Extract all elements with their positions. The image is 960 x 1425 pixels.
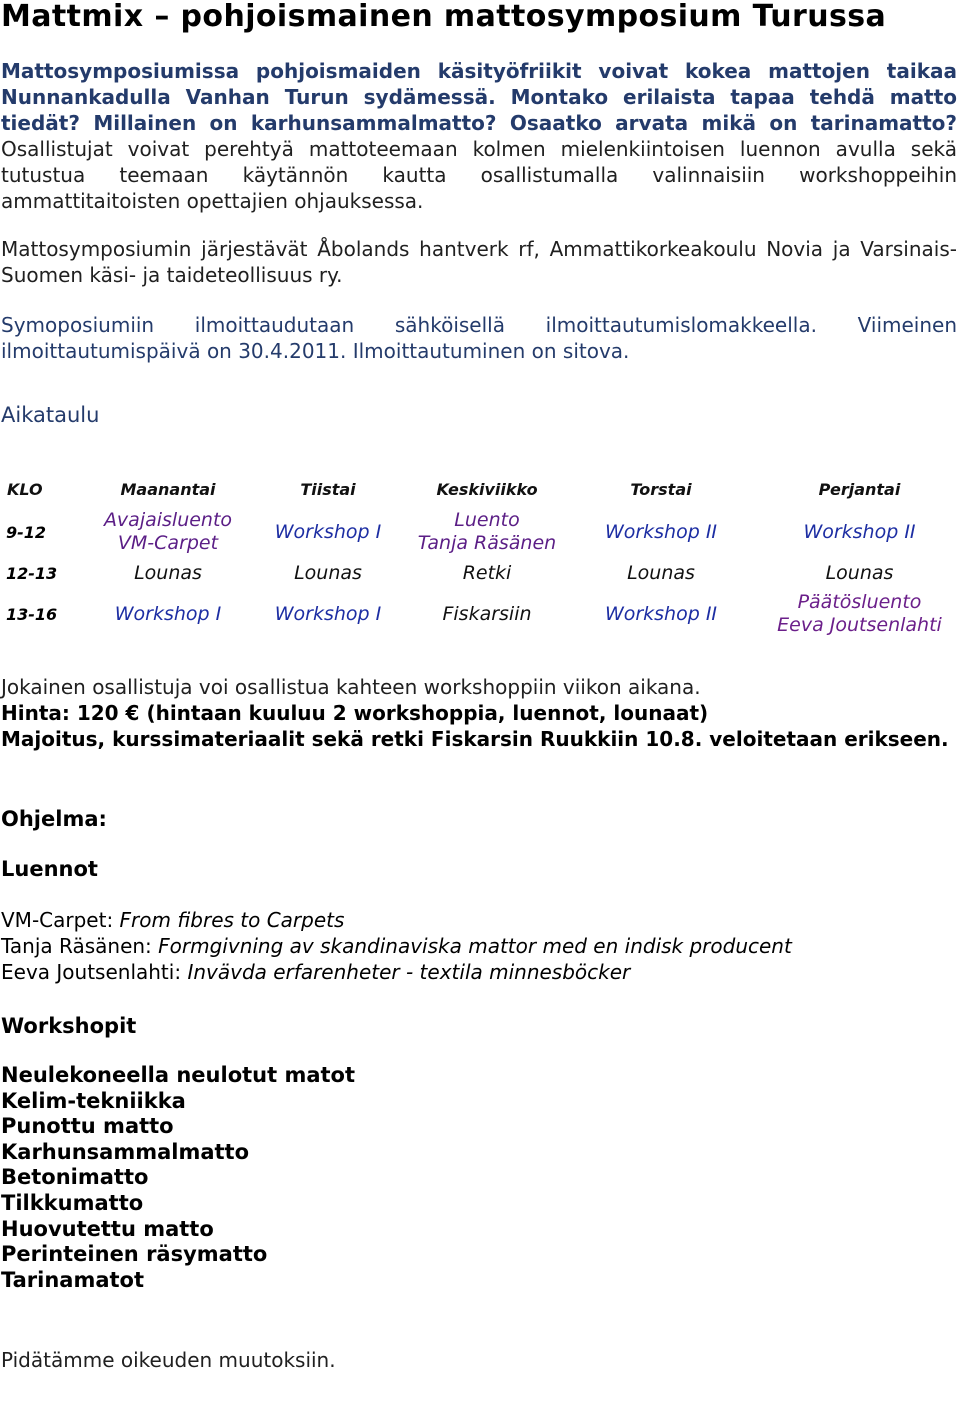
workshop-item: Kelim-tekniikka bbox=[1, 1088, 186, 1113]
schedule-cell bbox=[413, 558, 561, 588]
price-line: Hinta: 120 € (hintaan kuuluu 2 workshoppia, luennot, lounaat) bbox=[1, 701, 709, 725]
header-tuesday: Tiistai bbox=[300, 479, 356, 499]
schedule-cell bbox=[93, 506, 243, 558]
header-thursday: Torstai bbox=[630, 479, 692, 499]
schedule-cell bbox=[243, 558, 413, 588]
workshop-item: Punottu matto bbox=[1, 1114, 174, 1139]
schedule-row bbox=[1, 558, 958, 588]
schedule-header-row bbox=[1, 472, 958, 506]
schedule-cell-line1: Päätösluento bbox=[797, 591, 922, 613]
info-workshops-line: Jokainen osallistuja voi osallistua kahteen workshoppiin viikon aikana. bbox=[1, 675, 701, 699]
schedule-time: 13-16 bbox=[6, 604, 58, 624]
schedule-time: 12-13 bbox=[6, 563, 58, 583]
lecture-item bbox=[1, 959, 957, 985]
schedule-cell-line1: Workshop II bbox=[604, 520, 718, 543]
schedule-cell-line1: Workshop I bbox=[274, 602, 382, 625]
schedule-cell bbox=[761, 506, 958, 558]
billing-line: Majoitus, kurssimateriaalit sekä retki Fiskarsin Ruukkiin 10.8. veloitetaan erikseen. bbox=[1, 727, 949, 751]
lecture-speaker: Eeva Joutsenlahti: bbox=[1, 960, 182, 984]
workshop-item: Perinteinen räsymatto bbox=[1, 1242, 268, 1267]
workshop-item: Neulekoneella neulotut matot bbox=[1, 1063, 356, 1087]
schedule-row bbox=[1, 588, 958, 640]
info-block bbox=[1, 674, 957, 752]
schedule-cell bbox=[413, 506, 561, 558]
intro-bold-text: Mattosymposiumissa pohjoismaiden käsityöfriikit voivat kokea mattojen taikaa Nunnankadulla Vanhan Turun sydämessä. Montako erilaista tapaa tehdä matto tiedät? Millainen on karhunsammalmatto? Osaatko arvata mikä on tarinamatto? bbox=[1, 59, 957, 135]
lectures-heading: Luennot bbox=[1, 857, 98, 881]
schedule-row bbox=[1, 506, 958, 558]
schedule-cell-line1: Workshop I bbox=[114, 602, 222, 625]
intro-rest-text: Osallistujat voivat perehtyä mattoteemaan kolmen mielenkiintoisen luennon avulla sekä tutustua teemaan käytännön kautta osallistumalla valinnaisiin workshoppeihin ammattitaitoisten opettajien ohjauksessa. bbox=[1, 137, 957, 213]
schedule-cell-line1: Workshop II bbox=[803, 520, 916, 543]
header-wednesday: Keskiviikko bbox=[436, 479, 538, 499]
schedule-cell-line2: Eeva Joutsenlahti bbox=[777, 614, 942, 636]
lecture-topic: Formgivning av skandinaviska mattor med en indisk producent bbox=[158, 934, 792, 958]
header-klo: KLO bbox=[7, 479, 43, 499]
schedule-table bbox=[1, 472, 958, 640]
lecture-item bbox=[1, 933, 957, 959]
page-title: Mattmix – pohjoismainen mattosymposium Turussa bbox=[1, 0, 887, 34]
schedule-cell-line1: Avajaisluento bbox=[103, 509, 233, 531]
footer-note: Pidätämme oikeuden muutoksiin. bbox=[1, 1348, 336, 1373]
organizers-paragraph: Mattosymposiumin järjestävät Åbolands hantverk rf, Ammattikorkeakoulu Novia ja Varsinais-Suomen käsi- ja taideteollisuus ry. bbox=[1, 237, 957, 287]
lecture-item bbox=[1, 907, 957, 933]
schedule-cell-line1: Lounas bbox=[825, 561, 894, 584]
schedule-cell bbox=[93, 588, 243, 640]
workshop-item: Tarinamatot bbox=[1, 1267, 145, 1292]
lecture-speaker: Tanja Räsänen: bbox=[1, 934, 152, 958]
workshops-heading: Workshopit bbox=[1, 1014, 137, 1038]
schedule-time: 9-12 bbox=[6, 522, 47, 542]
schedule-cell bbox=[561, 506, 761, 558]
schedule-cell-line1: Workshop II bbox=[604, 602, 718, 625]
workshops-list bbox=[1, 1063, 957, 1293]
schedule-cell-line1: Workshop I bbox=[274, 520, 382, 543]
schedule-cell-line1: Lounas bbox=[134, 561, 202, 584]
schedule-cell-line1: Luento bbox=[454, 509, 520, 531]
lectures-list bbox=[1, 907, 957, 985]
schedule-cell bbox=[243, 588, 413, 640]
workshop-item: Tilkkumatto bbox=[1, 1190, 144, 1215]
registration-paragraph: Symoposiumiin ilmoittaudutaan sähköisellä ilmoittautumislomakkeella. Viimeinen ilmoittautumispäivä on 30.4.2011. Ilmoittautuminen on sitova. bbox=[1, 313, 957, 363]
schedule-cell bbox=[561, 558, 761, 588]
workshop-item: Betonimatto bbox=[1, 1165, 149, 1190]
schedule-cell bbox=[413, 588, 561, 640]
intro-paragraph bbox=[1, 58, 957, 214]
schedule-cell-line2: Tanja Räsänen bbox=[417, 532, 557, 554]
workshop-item: Huovutettu matto bbox=[1, 1216, 214, 1241]
workshop-item: Karhunsammalmatto bbox=[1, 1139, 250, 1164]
lecture-speaker: VM-Carpet: bbox=[1, 908, 114, 932]
schedule-cell-line1: Fiskarsiin bbox=[442, 602, 532, 625]
lecture-topic: From fibres to Carpets bbox=[119, 908, 345, 932]
schedule-cell-line2: VM-Carpet bbox=[117, 532, 219, 554]
header-friday: Perjantai bbox=[818, 479, 901, 499]
schedule-cell bbox=[761, 558, 958, 588]
schedule-cell-line1: Lounas bbox=[627, 561, 695, 584]
schedule-cell bbox=[561, 588, 761, 640]
schedule-cell-line1: Retki bbox=[462, 561, 512, 584]
schedule-heading: Aikataulu bbox=[1, 403, 100, 427]
schedule-cell-line1: Lounas bbox=[294, 561, 362, 584]
schedule-cell bbox=[761, 588, 958, 640]
program-heading: Ohjelma: bbox=[1, 807, 107, 831]
lecture-topic: Invävda erfarenheter - textila minnesböcker bbox=[187, 960, 631, 984]
schedule-cell bbox=[243, 506, 413, 558]
schedule-cell bbox=[93, 558, 243, 588]
header-monday: Maanantai bbox=[120, 479, 216, 499]
